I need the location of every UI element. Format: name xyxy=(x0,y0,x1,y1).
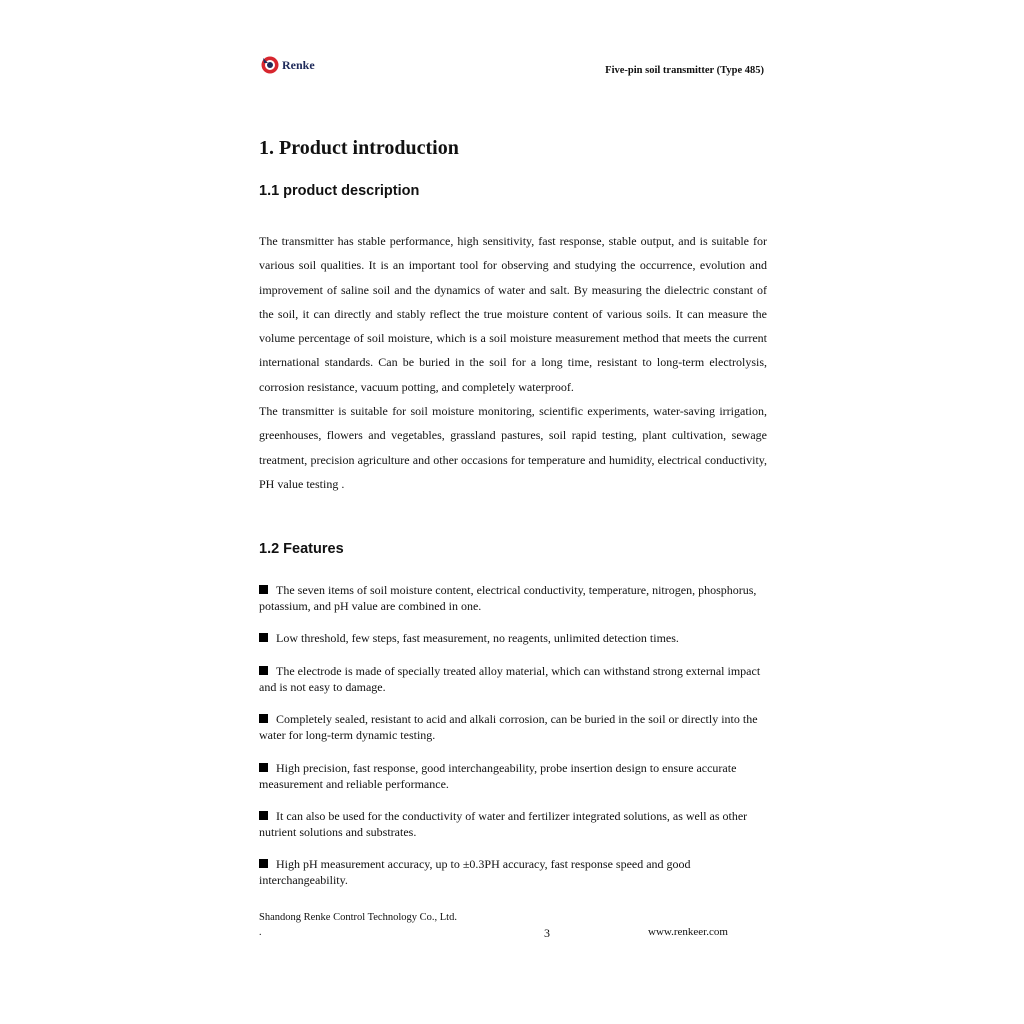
square-bullet-icon xyxy=(259,859,268,868)
feature-item xyxy=(259,856,774,888)
feature-text: The electrode is made of specially treated alloy material, which can withstand strong external impact and is not easy to damage. xyxy=(259,663,761,694)
feature-text: Low threshold, few steps, fast measurement, no reagents, unlimited detection times. xyxy=(276,631,679,646)
footer-dot: . xyxy=(259,927,262,938)
feature-item xyxy=(259,663,774,695)
feature-text: High pH measurement accuracy, up to ±0.3PH accuracy, fast response speed and good interchangeability. xyxy=(259,857,691,888)
feature-text: The seven items of soil moisture content, electrical conductivity, temperature, nitrogen, phosphorus, potassium, and pH value are combined in one. xyxy=(259,583,757,613)
description-paragraph: The transmitter is suitable for soil moisture monitoring, scientific experiments, water-saving irrigation, greenhouses, flowers and vegetables, grassland pastures, soil rapid testing, plant cultivation, sewage treatment, precision agriculture and other occasions for temperature and humidity, electrical conductivity, PH value testing . xyxy=(259,404,767,491)
features-list xyxy=(259,582,774,905)
feature-item xyxy=(259,630,774,646)
renke-logo-icon xyxy=(260,54,280,74)
square-bullet-icon xyxy=(259,666,268,675)
feature-item xyxy=(259,582,774,614)
document-title: Five-pin soil transmitter (Type 485) xyxy=(605,65,764,76)
feature-item xyxy=(259,711,774,743)
company-logo xyxy=(260,54,315,74)
square-bullet-icon xyxy=(259,763,268,772)
page-number: 3 xyxy=(544,926,550,940)
footer-website: www.renkeer.com xyxy=(648,926,728,938)
feature-text: It can also be used for the conductivity of water and fertilizer integrated solutions, as well as other nutrient solutions and substrates. xyxy=(259,808,748,839)
feature-text: High precision, fast response, good interchangeability, probe insertion design to ensure accurate measurement and reliable performance. xyxy=(259,760,737,791)
logo-text: Renke xyxy=(282,57,315,72)
feature-text: Completely sealed, resistant to acid and alkali corrosion, can be buried in the soil or directly into the water for long-term dynamic testing. xyxy=(259,712,758,743)
footer-company: Shandong Renke Control Technology Co., Ltd. xyxy=(259,912,457,923)
feature-item xyxy=(259,808,774,840)
section-title: 1. Product introduction xyxy=(259,137,459,159)
square-bullet-icon xyxy=(259,585,268,594)
square-bullet-icon xyxy=(259,633,268,642)
feature-item xyxy=(259,760,774,792)
square-bullet-icon xyxy=(259,714,268,723)
description-paragraph: The transmitter has stable performance, high sensitivity, fast response, stable output, and is suitable for various soil qualities. It is an important tool for observing and studying the occurrence, evolution and improvement of saline soil and the dynamics of water and salt. By measuring the dielectric constant of the soil, it can directly and stably reflect the true moisture content of various soils. It can measure the volume percentage of soil moisture, which is a soil moisture measurement method that meets the current international standards. Can be buried in the soil for a long time, resistant to long-term electrolysis, corrosion resistance, vacuum potting, and completely waterproof. xyxy=(259,234,767,394)
product-description xyxy=(259,229,767,496)
square-bullet-icon xyxy=(259,811,268,820)
features-heading: 1.2 Features xyxy=(259,541,344,557)
description-heading: 1.1 product description xyxy=(259,183,420,199)
